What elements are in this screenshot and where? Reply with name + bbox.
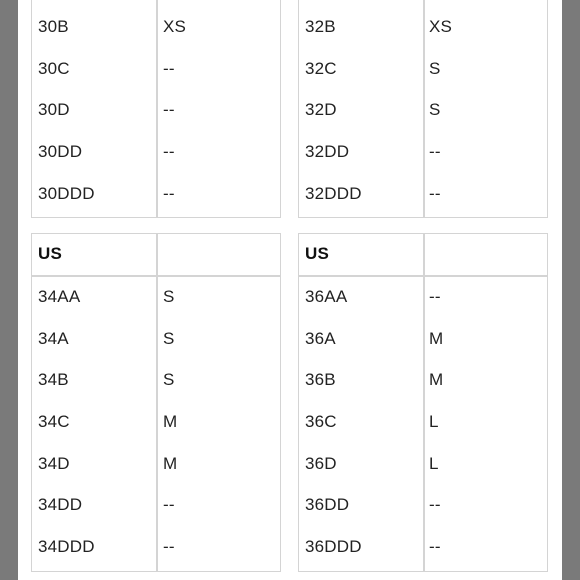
size-cell: M [163,412,178,431]
band-cell: 30DD [38,142,83,161]
band-cell: 30C [38,59,70,78]
band-cell: 36B [305,370,336,389]
band-cell: 34C [38,412,70,431]
size-cell: -- [163,59,175,78]
size-cell: S [429,100,441,119]
band-cell: 30DDD [38,184,95,203]
size-cell: S [429,59,441,78]
band-cell: 34A [38,329,69,348]
band-cell: 30B [38,17,69,36]
band-cell: 34DDD [38,537,95,556]
band-cell: 34DD [38,495,83,514]
size-cell: XS [429,17,453,36]
size-table-34 [31,233,281,572]
band-cell: 34AA [38,287,81,306]
region-header: US [305,244,330,263]
size-cell: -- [429,142,441,161]
size-cell: L [429,412,439,431]
size-cell: -- [163,537,175,556]
size-cell: M [429,329,444,348]
size-cell: -- [163,100,175,119]
size-cell: M [429,370,444,389]
size-table-32 [298,0,548,218]
size-cell: S [163,370,175,389]
band-cell: 36DD [305,495,350,514]
size-table-36 [298,233,548,572]
column-divider [423,234,425,571]
column-divider [423,0,425,217]
band-cell: 36DDD [305,537,362,556]
size-cell: -- [163,495,175,514]
header-divider [299,275,547,277]
band-cell: 36D [305,454,337,473]
size-chart-page [18,0,562,580]
column-divider [156,234,158,571]
region-header: US [38,244,63,263]
band-cell: 36AA [305,287,348,306]
band-cell: 30D [38,100,70,119]
band-cell: 32C [305,59,337,78]
band-cell: 34D [38,454,70,473]
band-cell: 34B [38,370,69,389]
size-cell: -- [163,142,175,161]
band-cell: 32DDD [305,184,362,203]
band-cell: 32DD [305,142,350,161]
band-cell: 32B [305,17,336,36]
column-divider [156,0,158,217]
size-cell: L [429,454,439,473]
band-cell: 36C [305,412,337,431]
size-cell: -- [163,184,175,203]
size-cell: -- [429,537,441,556]
band-cell: 36A [305,329,336,348]
size-cell: S [163,287,175,306]
band-cell: 32D [305,100,337,119]
size-cell: S [163,329,175,348]
size-cell: M [163,454,178,473]
size-cell: -- [429,495,441,514]
size-cell: XS [163,17,187,36]
size-table-30 [31,0,281,218]
size-cell: -- [429,184,441,203]
header-divider [32,275,280,277]
size-cell: -- [429,287,441,306]
